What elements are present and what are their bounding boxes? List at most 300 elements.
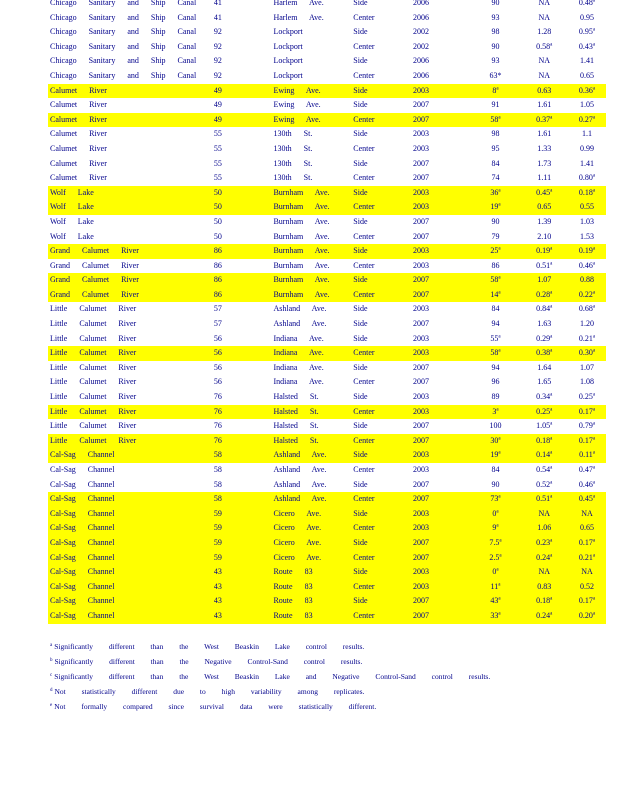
year-cell-value: 2003	[412, 567, 429, 577]
position-cell	[353, 302, 413, 317]
position-cell	[353, 317, 413, 332]
weight-cell	[568, 361, 606, 376]
position-cell	[353, 521, 413, 536]
year-cell	[413, 551, 471, 566]
location-cell	[273, 580, 353, 595]
location-cell	[273, 317, 353, 332]
length-cell	[520, 317, 568, 332]
location-cell-value: Indiana Ave.	[273, 333, 324, 343]
location-cell-value: Ashland Ave.	[273, 494, 327, 504]
waterway-cell	[48, 317, 214, 332]
length-cell-value: 0.19	[536, 246, 551, 256]
year-cell	[413, 521, 471, 536]
length-cell-value: 0.38	[536, 348, 551, 358]
significance-marker: a	[498, 246, 501, 252]
waterway-cell-value: Little Calumet River	[50, 435, 137, 445]
survival-cell-value: 8	[492, 85, 497, 95]
table-row	[48, 40, 606, 55]
position-cell-value: Side	[353, 508, 368, 518]
survival-cell-value: 19	[490, 202, 499, 212]
position-cell	[353, 419, 413, 434]
position-cell	[353, 171, 413, 186]
weight-cell	[568, 375, 606, 390]
significance-marker: a	[498, 334, 501, 339]
waterway-cell	[48, 171, 214, 186]
position-cell-value: Side	[353, 187, 368, 197]
weight-cell-value: 0.17	[578, 537, 593, 547]
table-row	[48, 54, 606, 69]
survival-cell	[471, 215, 521, 230]
weight-cell	[568, 273, 606, 288]
waterway-cell-value: Grand Calumet River	[50, 246, 139, 256]
year-cell-value: 2007	[412, 319, 429, 329]
position-cell	[353, 594, 413, 609]
significance-marker: a	[498, 582, 501, 588]
table-row	[48, 478, 606, 493]
position-cell-value: Side	[353, 392, 368, 402]
survival-cell-value: 30	[490, 435, 499, 445]
waterway-cell	[48, 346, 214, 361]
survival-cell	[471, 54, 521, 69]
year-cell	[413, 302, 471, 317]
length-cell-value: NA	[538, 567, 550, 577]
year-cell-value: 2006	[412, 56, 429, 66]
survival-cell-value: 93	[491, 12, 500, 22]
river-mile-cell	[214, 551, 274, 566]
survival-cell-value: 55	[490, 333, 499, 343]
survival-cell-value: 90	[491, 41, 500, 51]
weight-cell-value: 0.46	[578, 479, 593, 489]
position-cell-value: Center	[353, 114, 375, 124]
waterway-cell-value: Little Calumet River	[50, 319, 137, 329]
weight-cell	[568, 492, 606, 507]
survival-cell	[471, 565, 521, 580]
river-mile-cell-value: 56	[213, 333, 222, 343]
position-cell	[353, 273, 413, 288]
position-cell-value: Side	[353, 27, 368, 37]
waterway-cell-value: Chicago Sanitary and Ship Canal	[50, 56, 197, 66]
length-cell	[520, 565, 568, 580]
waterway-cell-value: Chicago Sanitary and Ship Canal	[50, 70, 197, 80]
weight-cell-value: 0.17	[578, 435, 593, 445]
weight-cell	[568, 259, 606, 274]
survival-cell-value: 84	[491, 158, 500, 168]
river-mile-cell	[214, 536, 274, 551]
location-cell	[273, 157, 353, 172]
river-mile-cell	[214, 244, 274, 259]
river-mile-cell	[214, 200, 274, 215]
survival-cell-value: 98	[491, 27, 500, 37]
survival-cell	[471, 448, 521, 463]
waterway-cell-value: Calumet River	[50, 85, 107, 95]
location-cell	[273, 0, 353, 11]
waterway-cell-value: Little Calumet River	[50, 421, 137, 431]
waterway-cell	[48, 25, 214, 40]
table-row	[48, 288, 606, 303]
river-mile-cell	[214, 215, 274, 230]
location-cell-value: Ashland Ave.	[273, 450, 327, 460]
river-mile-cell-value: 92	[213, 56, 222, 66]
length-cell-value: 2.10	[537, 231, 552, 241]
position-cell	[353, 142, 413, 157]
length-cell	[520, 478, 568, 493]
survival-cell	[471, 244, 521, 259]
significance-marker: a	[550, 42, 553, 48]
waterway-cell-value: Cal-Sag Channel	[50, 581, 115, 591]
length-cell-value: NA	[538, 12, 550, 22]
survival-cell-value: 73	[490, 494, 499, 504]
river-mile-cell	[214, 405, 274, 420]
weight-cell-value: 0.17	[578, 406, 593, 416]
location-cell	[273, 215, 353, 230]
waterway-cell	[48, 157, 214, 172]
location-cell	[273, 98, 353, 113]
waterway-cell-value: Cal-Sag Channel	[50, 596, 115, 606]
river-mile-cell	[214, 390, 274, 405]
weight-cell-value: 0.25	[578, 392, 593, 402]
waterway-cell-value: Grand Calumet River	[50, 289, 139, 299]
length-cell-value: 0.52	[536, 479, 551, 489]
weight-cell-value: 0.36	[578, 85, 593, 95]
river-mile-cell	[214, 434, 274, 449]
year-cell	[413, 54, 471, 69]
weight-cell	[568, 551, 606, 566]
significance-marker: a	[592, 479, 596, 485]
position-cell-value: Side	[353, 158, 368, 168]
position-cell-value: Side	[353, 537, 368, 547]
survival-cell-value: 95	[491, 143, 500, 153]
weight-cell	[568, 390, 606, 405]
location-cell	[273, 419, 353, 434]
waterway-cell	[48, 84, 214, 99]
footnote-mark: b	[50, 657, 53, 663]
location-cell-value: Cicero Ave.	[273, 508, 322, 518]
length-cell-value: 0.23	[536, 537, 551, 547]
significance-marker: a	[498, 290, 501, 296]
significance-marker: a	[498, 188, 501, 194]
significance-marker: a	[592, 42, 596, 48]
river-mile-cell	[214, 288, 274, 303]
river-mile-cell-value: 49	[213, 85, 222, 95]
weight-cell	[568, 521, 606, 536]
table-row	[48, 346, 606, 361]
position-cell-value: Center	[353, 610, 375, 620]
waterway-cell	[48, 332, 214, 347]
position-cell-value: Center	[353, 231, 375, 241]
position-cell-value: Center	[353, 494, 375, 504]
year-cell-value: 2003	[412, 333, 429, 343]
footnote-mark: e	[50, 702, 53, 708]
table-row	[48, 565, 606, 580]
position-cell-value: Side	[353, 85, 368, 95]
length-cell-value: 1.61	[537, 129, 552, 139]
weight-cell	[568, 84, 606, 99]
significance-marker: a	[550, 552, 553, 558]
significance-marker: a	[550, 611, 553, 617]
location-cell	[273, 332, 353, 347]
location-cell	[273, 551, 353, 566]
survival-cell-value: 0	[492, 508, 497, 518]
survival-cell-value: 94	[491, 319, 500, 329]
year-cell-value: 2006	[412, 12, 429, 22]
waterway-cell-value: Chicago Sanitary and Ship Canal	[50, 0, 197, 7]
year-cell-value: 2003	[412, 523, 429, 533]
waterway-cell-value: Calumet River	[50, 129, 107, 139]
year-cell	[413, 478, 471, 493]
waterway-cell-value: Cal-Sag Channel	[50, 465, 115, 474]
river-mile-cell	[214, 157, 274, 172]
survival-cell	[471, 171, 521, 186]
location-cell	[273, 273, 353, 288]
river-mile-cell-value: 76	[213, 435, 222, 445]
year-cell-value: 2003	[412, 392, 429, 402]
significance-marker: a	[498, 596, 501, 602]
significance-marker: a	[550, 436, 553, 442]
position-cell	[353, 244, 413, 259]
location-cell	[273, 565, 353, 580]
river-mile-cell	[214, 361, 274, 376]
year-cell-value: 2007	[412, 421, 429, 431]
position-cell	[353, 551, 413, 566]
location-cell	[273, 375, 353, 390]
waterway-cell	[48, 259, 214, 274]
river-mile-cell	[214, 346, 274, 361]
footnote	[50, 669, 490, 684]
year-cell-value: 2003	[412, 581, 429, 591]
length-cell	[520, 40, 568, 55]
significance-marker: a	[498, 348, 501, 354]
year-cell-value: 2007	[412, 173, 429, 183]
weight-cell-value: 0.68	[578, 304, 593, 314]
weight-cell-value: 1.08	[580, 377, 595, 387]
significance-marker: a	[550, 290, 553, 296]
weight-cell-value: 1.20	[580, 319, 595, 329]
length-cell	[520, 98, 568, 113]
location-cell	[273, 11, 353, 26]
length-cell	[520, 113, 568, 128]
survival-cell	[471, 259, 521, 274]
position-cell	[353, 0, 413, 11]
location-cell-value: Burnham Ave.	[273, 231, 330, 241]
significance-marker: a	[550, 392, 553, 398]
position-cell-value: Center	[353, 377, 375, 387]
river-mile-cell	[214, 609, 274, 624]
year-cell-value: 2003	[412, 85, 429, 95]
river-mile-cell	[214, 448, 274, 463]
location-cell-value: Ashland Ave.	[273, 319, 327, 329]
year-cell-value: 2003	[412, 202, 429, 212]
waterway-cell	[48, 127, 214, 142]
length-cell-value: 1.33	[537, 143, 552, 153]
survival-cell	[471, 273, 521, 288]
weight-cell	[568, 230, 606, 245]
location-cell	[273, 405, 353, 420]
river-mile-cell-value: 57	[213, 304, 222, 314]
waterway-cell	[48, 98, 214, 113]
survival-cell-value: 90	[491, 0, 500, 7]
length-cell	[520, 434, 568, 449]
river-mile-cell-value: 41	[213, 0, 222, 7]
length-cell	[520, 244, 568, 259]
results-table-body	[48, 0, 606, 624]
results-table	[48, 0, 606, 624]
weight-cell	[568, 463, 606, 478]
survival-cell-value: 25	[490, 246, 499, 256]
year-cell-value: 2007	[412, 610, 429, 620]
year-cell-value: 2007	[412, 552, 429, 562]
waterway-cell-value: Little Calumet River	[50, 377, 137, 387]
position-cell	[353, 375, 413, 390]
position-cell	[353, 478, 413, 493]
year-cell	[413, 273, 471, 288]
river-mile-cell-value: 59	[213, 508, 222, 518]
location-cell	[273, 171, 353, 186]
river-mile-cell-value: 76	[213, 421, 222, 431]
length-cell	[520, 375, 568, 390]
significance-marker: a	[496, 406, 499, 412]
weight-cell-value: 0.47	[578, 465, 593, 474]
location-cell-value: Burnham Ave.	[273, 289, 330, 299]
year-cell	[413, 171, 471, 186]
river-mile-cell-value: 43	[213, 610, 222, 620]
river-mile-cell-value: 56	[213, 377, 222, 387]
waterway-cell-value: Little Calumet River	[50, 406, 137, 416]
river-mile-cell	[214, 492, 274, 507]
position-cell	[353, 40, 413, 55]
significance-marker: a	[592, 261, 596, 267]
waterway-cell	[48, 200, 214, 215]
position-cell	[353, 463, 413, 478]
position-cell	[353, 259, 413, 274]
year-cell	[413, 463, 471, 478]
survival-cell	[471, 142, 521, 157]
waterway-cell	[48, 580, 214, 595]
survival-cell-value: 79	[491, 231, 500, 241]
year-cell	[413, 25, 471, 40]
river-mile-cell	[214, 230, 274, 245]
year-cell	[413, 84, 471, 99]
survival-cell	[471, 419, 521, 434]
length-cell	[520, 259, 568, 274]
length-cell-value: NA	[538, 508, 550, 518]
table-row	[48, 69, 606, 84]
significance-marker: a	[499, 538, 502, 544]
length-cell	[520, 609, 568, 624]
river-mile-cell-value: 41	[213, 12, 222, 22]
weight-cell-value: 1.41	[580, 56, 595, 66]
table-row	[48, 259, 606, 274]
position-cell	[353, 113, 413, 128]
waterway-cell	[48, 609, 214, 624]
position-cell-value: Side	[353, 450, 368, 460]
length-cell	[520, 288, 568, 303]
location-cell	[273, 346, 353, 361]
table-row	[48, 463, 606, 478]
survival-cell	[471, 302, 521, 317]
position-cell	[353, 84, 413, 99]
location-cell-value: Harlem Ave.	[273, 12, 324, 22]
year-cell	[413, 11, 471, 26]
location-cell	[273, 492, 353, 507]
year-cell	[413, 361, 471, 376]
significance-marker: a	[550, 261, 553, 267]
river-mile-cell-value: 49	[213, 100, 222, 110]
weight-cell	[568, 507, 606, 522]
length-cell-value: 0.25	[536, 406, 551, 416]
waterway-cell-value: Grand Calumet River	[50, 275, 139, 285]
position-cell	[353, 127, 413, 142]
weight-cell-value: 0.11	[579, 450, 593, 460]
significance-marker: a	[592, 421, 596, 427]
position-cell	[353, 609, 413, 624]
weight-cell-value: 0.46	[578, 260, 593, 270]
survival-cell	[471, 317, 521, 332]
waterway-cell	[48, 186, 214, 201]
year-cell-value: 2003	[412, 465, 429, 474]
location-cell-value: Ashland Ave.	[273, 465, 327, 474]
year-cell	[413, 507, 471, 522]
weight-cell-value: 1.53	[580, 231, 595, 241]
river-mile-cell	[214, 25, 274, 40]
river-mile-cell-value: 55	[213, 158, 222, 168]
weight-cell	[568, 171, 606, 186]
location-cell	[273, 361, 353, 376]
significance-marker: a	[592, 173, 596, 179]
weight-cell-value: 0.20	[578, 610, 593, 620]
table-row	[48, 230, 606, 245]
waterway-cell	[48, 230, 214, 245]
position-cell	[353, 186, 413, 201]
location-cell-value: Route 83	[273, 567, 313, 577]
length-cell-value: 1.39	[537, 216, 552, 226]
significance-marker: a	[550, 465, 553, 471]
weight-cell-value: 0.55	[580, 202, 595, 212]
length-cell-value: 0.14	[536, 450, 551, 460]
weight-cell	[568, 25, 606, 40]
year-cell	[413, 448, 471, 463]
significance-marker: a	[550, 188, 553, 194]
length-cell	[520, 200, 568, 215]
table-row	[48, 317, 606, 332]
length-cell-value: 0.18	[536, 596, 551, 606]
significance-marker: a	[592, 27, 596, 33]
location-cell-value: Cicero Ave.	[273, 537, 322, 547]
location-cell	[273, 186, 353, 201]
year-cell	[413, 536, 471, 551]
waterway-cell-value: Calumet River	[50, 158, 107, 168]
survival-cell	[471, 507, 521, 522]
location-cell-value: Route 83	[273, 596, 313, 606]
weight-cell-value: 0.48	[578, 0, 593, 7]
river-mile-cell	[214, 0, 274, 11]
table-row	[48, 419, 606, 434]
river-mile-cell	[214, 84, 274, 99]
location-cell	[273, 594, 353, 609]
significance-marker: a	[550, 479, 553, 485]
length-cell	[520, 142, 568, 157]
weight-cell-value: 1.41	[580, 158, 595, 168]
position-cell	[353, 390, 413, 405]
year-cell	[413, 244, 471, 259]
position-cell-value: Side	[353, 362, 368, 372]
position-cell-value: Side	[353, 0, 368, 7]
survival-cell-value: 91	[491, 100, 500, 110]
length-cell-value: 0.24	[536, 552, 551, 562]
weight-cell-value: 0.80	[578, 173, 593, 183]
significance-marker: a	[498, 202, 501, 208]
table-row	[48, 171, 606, 186]
waterway-cell-value: Little Calumet River	[50, 392, 137, 402]
